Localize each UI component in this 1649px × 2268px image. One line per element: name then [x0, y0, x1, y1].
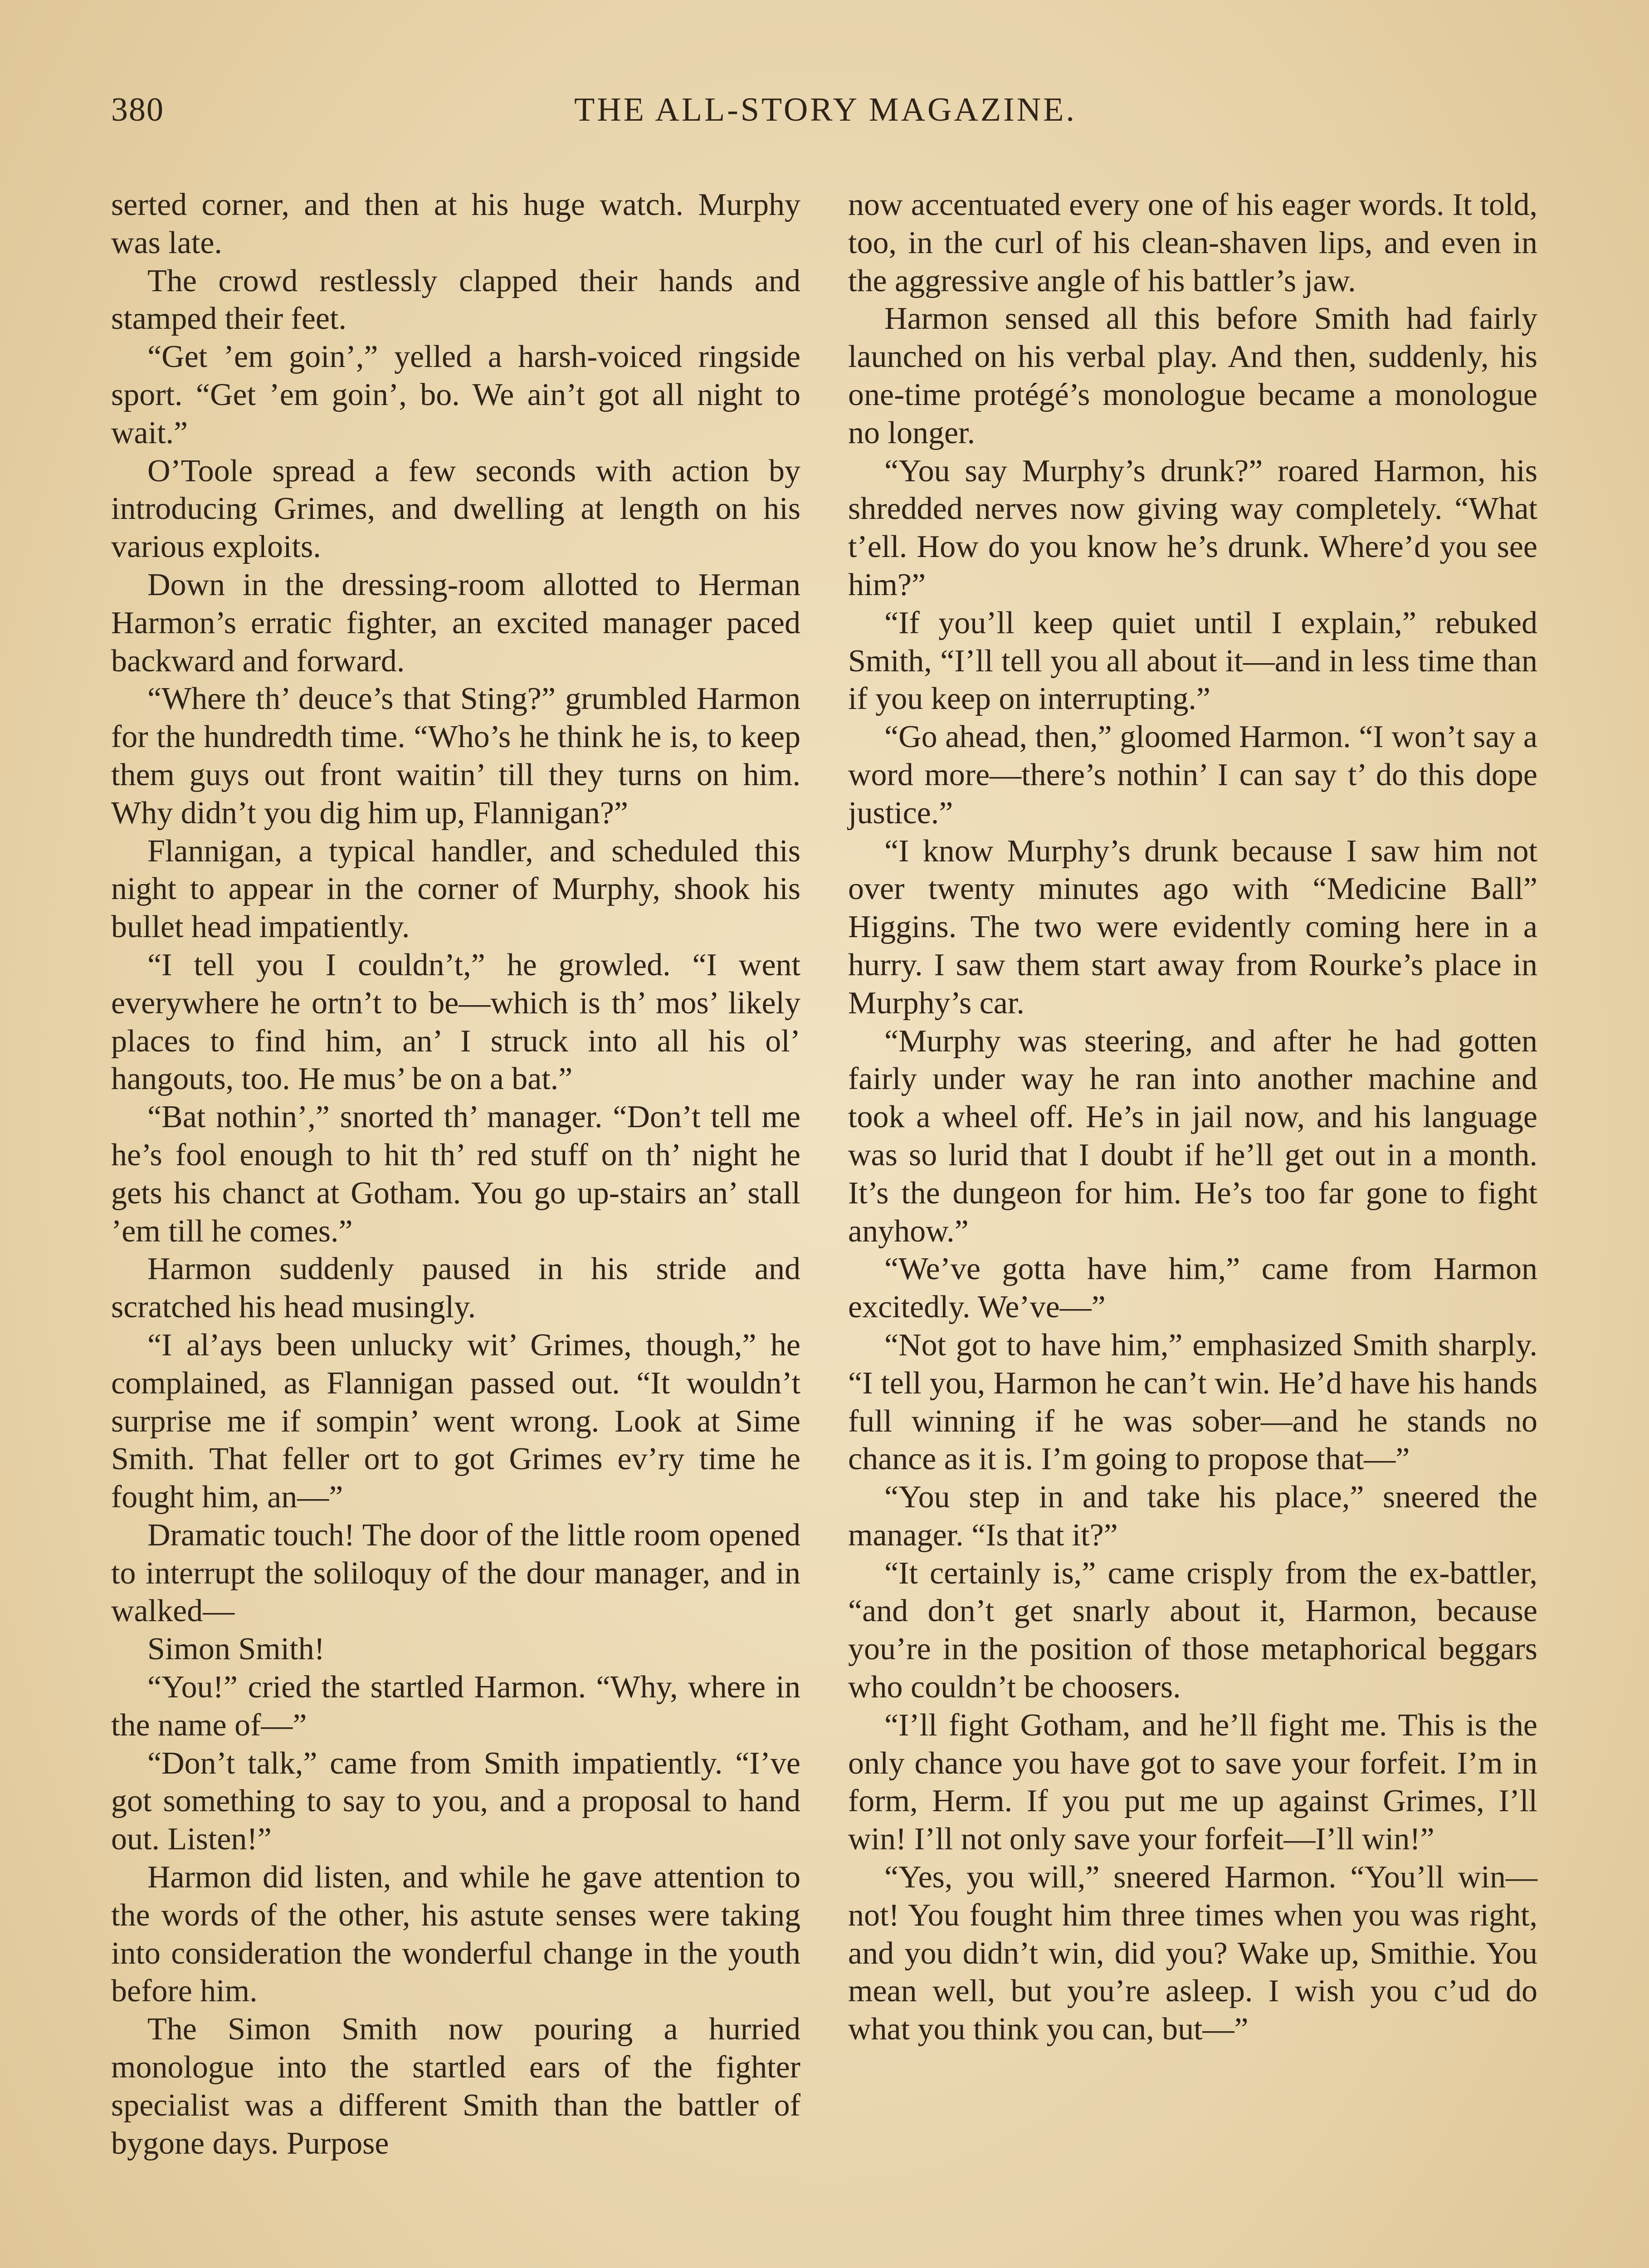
paragraph: “Get ’em goin’,” yelled a harsh-voiced ringside sport. “Get ’em goin’, bo. We ain’t got all night to wait.” [111, 339, 800, 450]
paragraph: now accentuated every one of his eager words. It told, too, in the curl of his clean-shaven lips, and even in the aggressive angle of his battler’s jaw. [848, 187, 1537, 298]
paragraph: “Go ahead, then,” gloomed Harmon. “I won’t say a word more—there’s nothin’ I can say t’ do this dope justice.” [848, 719, 1537, 831]
paragraph: “You!” cried the startled Harmon. “Why, where in the name of—” [111, 1670, 800, 1743]
paragraph: “I know Murphy’s drunk because I saw him not over twenty minutes ago with “Medicine Ball” Higgins. The two were evidently coming here in a hurry. I saw them start away from Rourke’s place in Murphy’s car. [848, 833, 1537, 1021]
paragraph: “We’ve gotta have him,” came from Harmon excitedly. We’ve—” [848, 1251, 1537, 1325]
paragraph: “Don’t talk,” came from Smith impatiently. “I’ve got something to say to you, and a proposal to hand out. Listen!” [111, 1745, 800, 1857]
paragraph: “Yes, you will,” sneered Harmon. “You’ll win—not! You fought him three times when you was right, and you didn’t win, did you? Wake up, Smithie. You mean well, but you’re asleep. I wish you c’ud do what you think you can, but—” [848, 1860, 1537, 2047]
page-number: 380 [111, 91, 164, 128]
paragraph: “I tell you I couldn’t,” he growled. “I went everywhere he ortn’t to be—which is th’ mos’ likely places to find him, an’ I struck into all his ol’ hangouts, too. He mus’ be on a bat.” [111, 947, 800, 1097]
paragraph: serted corner, and then at his huge watch. Murphy was late. [111, 187, 800, 260]
running-title: THE ALL-STORY MAGAZINE. [574, 91, 1077, 128]
paragraph: Harmon suddenly paused in his stride and scratched his head musingly. [111, 1251, 800, 1325]
paragraph: “I al’ays been unlucky wit’ Grimes, though,” he complained, as Flannigan passed out. “It wouldn’t surprise me if sompin’ went wrong. Look at Sime Smith. That feller ort to got Grimes ev’ry time he fought him, an—” [111, 1327, 800, 1515]
paragraph: Harmon sensed all this before Smith had fairly launched on his verbal play. And then, suddenly, his one-time protégé’s monologue became a monologue no longer. [848, 301, 1537, 450]
paragraph: “Bat nothin’,” snorted th’ manager. “Don’t tell me he’s fool enough to hit th’ red stuff on th’ night he gets his chanct at Gotham. You go up-stairs an’ stall ’em till he comes.” [111, 1100, 800, 1249]
paragraph: Simon Smith! [147, 1632, 325, 1667]
page-header [111, 91, 1540, 136]
paragraph: “I’ll fight Gotham, and he’ll fight me. This is the only chance you have got to save your forfeit. I’m in form, Herm. If you put me up against Grimes, I’ll win! I’ll not only save your forfeit—I’ll win!” [848, 1707, 1537, 1857]
paragraph: Flannigan, a typical handler, and scheduled this night to appear in the corner of Murphy, shook his bullet head impatiently. [111, 833, 800, 945]
paragraph: “Not got to have him,” emphasized Smith sharply. “I tell you, Harmon he can’t win. He’d have his hands full winning if he was sober—and he stands no chance as it is. I’m going to propose that—” [848, 1327, 1537, 1477]
paragraph: “Where th’ deuce’s that Sting?” grumbled Harmon for the hundredth time. “Who’s he think he is, to keep them guys out front waitin’ till they turns on him. Why didn’t you dig him up, Flannigan?” [111, 681, 800, 831]
paragraph: The Simon Smith now pouring a hurried monologue into the startled ears of the fighter specialist was a different Smith than the battler of bygone days. Purpose [111, 2012, 800, 2161]
paragraph: “You say Murphy’s drunk?” roared Harmon, his shredded nerves now giving way completely. “What t’ell. How do you know he’s drunk. Where’d you see him?” [848, 453, 1537, 602]
paragraph: Dramatic touch! The door of the little room opened to interrupt the soliloquy of the dour manager, and in walked— [111, 1517, 800, 1629]
paragraph: Harmon did listen, and while he gave attention to the words of the other, his astute senses were taking into consideration the wonderful change in the youth before him. [111, 1860, 800, 2009]
paragraph: Down in the dressing-room allotted to Herman Harmon’s erratic fighter, an excited manager paced backward and forward. [111, 567, 800, 679]
paragraph: The crowd restlessly clapped their hands and stamped their feet. [111, 263, 800, 337]
paragraph: “You step in and take his place,” sneered the manager. “Is that it?” [848, 1480, 1537, 1553]
paragraph: “Murphy was steering, and after he had gotten fairly under way he ran into another machine and took a wheel off. He’s in jail now, and his language was so lurid that I doubt if he’ll get out in a month. It’s the dungeon for him. He’s too far gone to fight anyhow.” [848, 1023, 1537, 1249]
left-column [111, 186, 800, 2162]
paragraph: “It certainly is,” came crisply from the ex-battler, “and don’t get snarly about it, Harmon, because you’re in the position of those metaphorical beggars who couldn’t be choosers. [848, 1555, 1537, 1705]
paragraph: O’Toole spread a few seconds with action by introducing Grimes, and dwelling at length on his various exploits. [111, 453, 800, 565]
paragraph: “If you’ll keep quiet until I explain,” rebuked Smith, “I’ll tell you all about it—and in less time than if you keep on interrupting.” [848, 605, 1537, 717]
right-column [848, 186, 1537, 2048]
